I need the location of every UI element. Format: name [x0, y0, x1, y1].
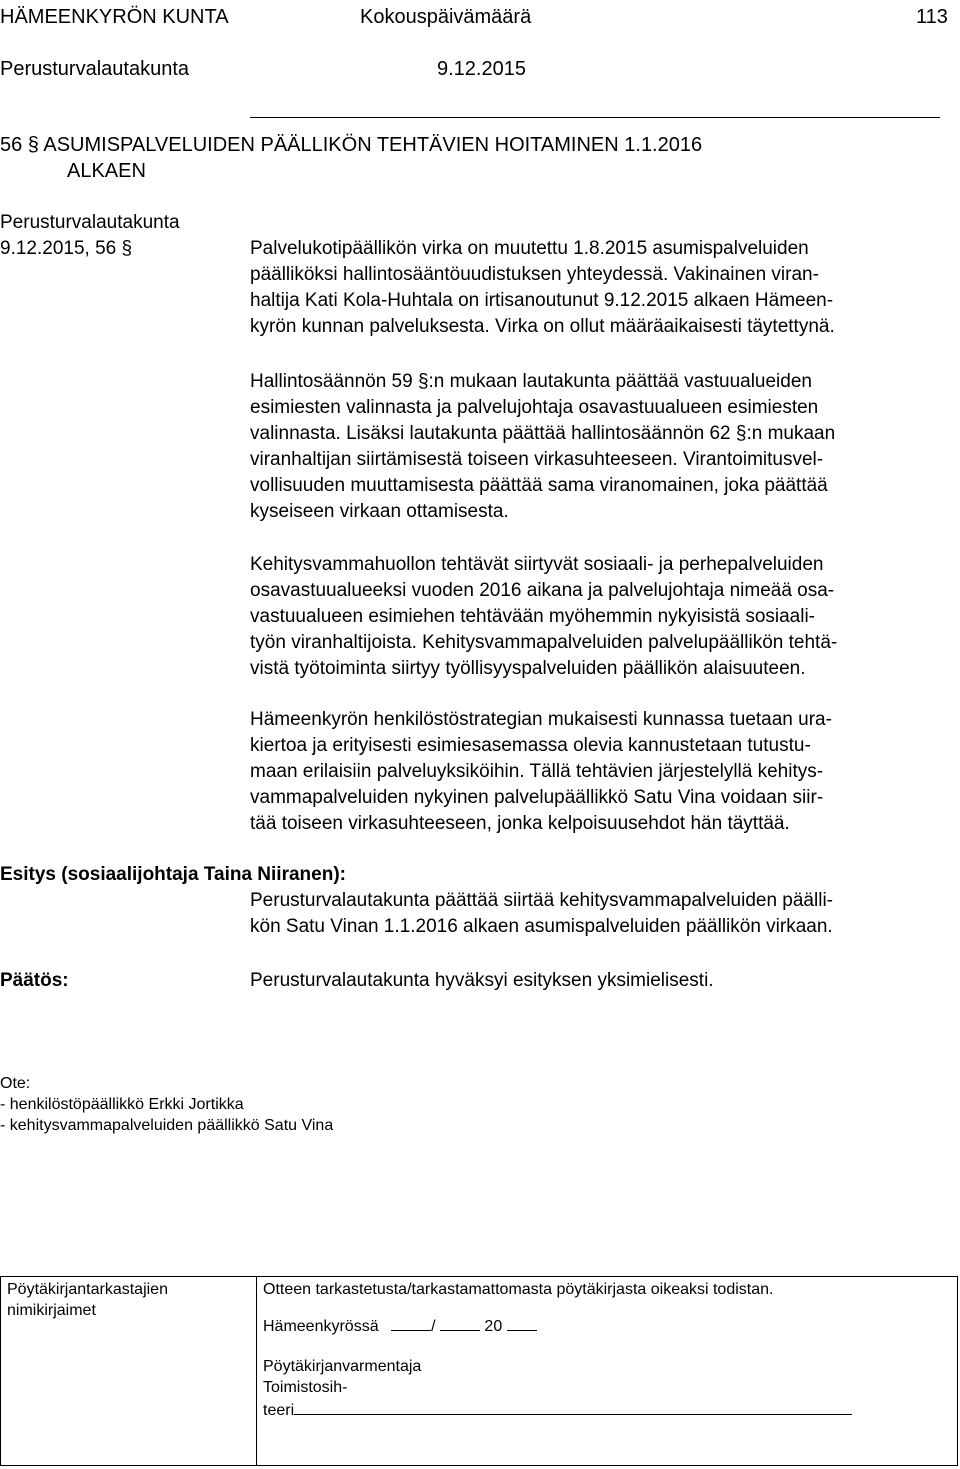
decision-text: Perusturvalautakunta hyväksyi esityksen yksimielisesti.: [250, 970, 714, 991]
board-name: Perusturvalautakunta: [0, 58, 190, 80]
paragraph-line: vammapalveluiden nykyinen palvelupäällikkö Satu Vina voidaan siir-: [250, 787, 824, 808]
paragraph-line: Kehitysvammahuollon tehtävät siirtyvät sosiaali- ja perhepalveluiden: [250, 554, 824, 575]
paragraph-2: [250, 369, 950, 525]
paragraph-line: valinnasta. Lisäksi lautakunta päättää hallintosäännön 62 §:n mukaan: [250, 423, 836, 444]
page-number: 113: [916, 6, 948, 28]
place-label: Hämeenkyrössä: [263, 1318, 379, 1335]
proposal-text: [250, 888, 950, 940]
header-rule: [250, 117, 940, 118]
paragraph-3: [250, 552, 950, 682]
place-date-line: [263, 1314, 957, 1337]
meeting-date-label: Kokouspäivämäärä: [360, 6, 532, 28]
paragraph-line: Hallintosäännön 59 §:n mukaan lautakunta päättää vastuualueiden: [250, 371, 812, 392]
paragraph-line: kiertoa ja erityisesti esimiesasemassa olevia kannustetaan tutustu-: [250, 735, 811, 756]
certification-cell: [257, 1277, 958, 1466]
paragraph-line: haltija Kati Kola-Huhtala on irtisanoutunut 9.12.2015 alkaen Hämeen-: [250, 290, 834, 311]
paragraph-line: vistä työtoiminta siirtyy työllisyyspalveluiden päällikön alaisuuteen.: [250, 658, 806, 679]
office-label-line: Toimistosih-: [263, 1379, 348, 1396]
proposal-line: Perusturvalautakunta päättää siirtää kehitysvammapalveluiden päälli-: [250, 890, 833, 911]
signature-blank: [294, 1398, 852, 1415]
paragraph-line: kyrön kunnan palveluksesta. Virka on ollut määräaikaisesti täytettynä.: [250, 316, 835, 337]
paragraph-line: viranhaltijan siirtämisestä toiseen virkasuhteeseen. Virantoimitusvel-: [250, 449, 824, 470]
paragraph-line: Hämeenkyrön henkilöstöstrategian mukaisesti kunnassa tuetaan ura-: [250, 709, 832, 730]
excerpt-recipient: - henkilöstöpäällikkö Erkki Jortikka: [0, 1096, 244, 1113]
section-title-line: 56 § ASUMISPALVELUIDEN PÄÄLLIKÖN TEHTÄVIEN HOITAMINEN 1.1.2016: [0, 134, 703, 156]
year-blank: [507, 1314, 537, 1331]
office-signature-line: [263, 1398, 957, 1421]
reference-line: 9.12.2015, 56 §: [0, 238, 133, 259]
reviewers-label-line: nimikirjaimet: [7, 1302, 96, 1319]
year-prefix: 20: [484, 1318, 503, 1335]
proposal-line: kön Satu Vinan 1.1.2016 alkaen asumispalveluiden päällikön virkaan.: [250, 916, 833, 937]
paragraph-line: tää toiseen virkasuhteeseen, jonka kelpoisuusehdot hän täyttää.: [250, 813, 790, 834]
section-title-line: ALKAEN: [67, 160, 146, 182]
paragraph-line: osavastuualueeksi vuoden 2016 aikana ja palvelujohtaja nimeää osa-: [250, 580, 835, 601]
paragraph-line: työn viranhaltijoista. Kehitysvammapalveluiden palvelupäällikön tehtä-: [250, 632, 838, 653]
municipality-name: HÄMEENKYRÖN KUNTA: [0, 6, 229, 28]
excerpt: [0, 1073, 333, 1136]
reference-line: Perusturvalautakunta: [0, 212, 180, 233]
decision-label: Päätös:: [0, 970, 69, 991]
paragraph-1: [250, 236, 950, 340]
paragraph-line: Palvelukotipäällikön virka on muutettu 1.8.2015 asumispalveluiden: [250, 238, 809, 259]
office-label-line: teeri: [263, 1402, 295, 1419]
paragraph-line: kyseiseen virkaan ottamisesta.: [250, 501, 509, 522]
paragraph-line: vastuualueen esimiehen tehtävään myöhemmin nykyisistä sosiaali-: [250, 606, 816, 627]
signature-box: [0, 1276, 958, 1466]
certification-text: Otteen tarkastetusta/tarkastamattomasta pöytäkirjasta oikeaksi todistan.: [263, 1281, 774, 1298]
reviewers-initials-cell: [1, 1277, 257, 1466]
paragraph-line: vollisuuden muuttamisesta päättää sama viranomainen, joka päättää: [250, 475, 828, 496]
reference: [0, 210, 180, 262]
paragraph-line: esimiesten valinnasta ja palvelujohtaja osavastuualueen esimiesten: [250, 397, 819, 418]
meeting-date: 9.12.2015: [437, 58, 526, 80]
proposal-label: Esitys (sosiaalijohtaja Taina Niiranen):: [0, 864, 346, 885]
paragraph-line: päälliköksi hallintosääntöuudistuksen yhteydessä. Vakinainen viran-: [250, 264, 819, 285]
excerpt-recipient: - kehitysvammapalveluiden päällikkö Satu Vina: [0, 1117, 334, 1134]
reviewers-label-line: Pöytäkirjantarkastajien: [7, 1281, 168, 1298]
section-title: [0, 132, 702, 184]
paragraph-4: [250, 707, 950, 837]
date-slash: /: [431, 1318, 436, 1335]
month-blank: [440, 1314, 480, 1331]
excerpt-label: Ote:: [0, 1075, 31, 1092]
paragraph-line: maan erilaisiin palveluyksiköihin. Tällä tehtävien järjestelyllä kehitys-: [250, 761, 824, 782]
verifier-label: Pöytäkirjanvarmentaja: [263, 1358, 422, 1375]
day-blank: [391, 1314, 431, 1331]
